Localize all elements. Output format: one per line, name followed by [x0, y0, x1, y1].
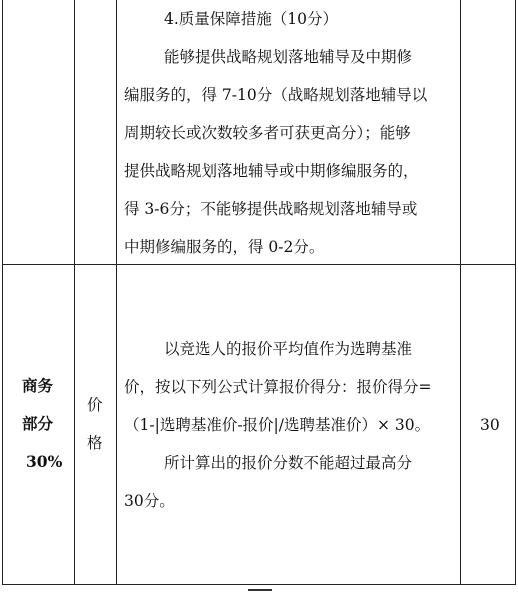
- category-label-line-3: 30%: [26, 452, 63, 471]
- price-line-4: 所计算出的报价分数不能超过最高分: [164, 454, 413, 472]
- quality-line-3: 周期较长或次数较多者可获更高分）；能够: [124, 124, 411, 142]
- table-divider-1: [74, 0, 75, 585]
- quality-line-5: 得 3-6分；不能够提供战略规划落地辅导或: [124, 200, 418, 218]
- price-line-2: 价，按以下列公式计算报价得分：报价得分=: [124, 378, 432, 396]
- quality-line-1: 能够提供战略规划落地辅导及中期修: [164, 48, 413, 66]
- table-border-bottom: [2, 584, 516, 585]
- price-max-score: 30: [480, 416, 500, 434]
- price-line-3: （1-|选聘基准价-报价|/选聘基准价）× 30。: [124, 416, 431, 434]
- quality-assurance-heading: 4.质量保障措施（10分）: [164, 10, 339, 28]
- quality-line-6: 中期修编服务的，得 0-2分。: [124, 238, 325, 256]
- table-border-left: [2, 0, 3, 585]
- table-divider-3: [460, 0, 461, 585]
- item-label-line-1: 价: [87, 396, 103, 414]
- quality-line-2: 编服务的，得 7-10分（战略规划落地辅导以: [124, 86, 428, 104]
- price-line-5: 30分。: [124, 492, 175, 510]
- table-divider-2: [116, 0, 117, 585]
- table-border-right: [515, 0, 516, 585]
- page-footer-mark: [248, 589, 272, 591]
- category-label-line-1: 商务: [22, 376, 54, 395]
- quality-line-4: 提供战略规划落地辅导或中期修编服务的，: [124, 162, 419, 180]
- item-label-line-2: 格: [87, 434, 103, 452]
- category-label-line-2: 部分: [22, 414, 54, 433]
- price-line-1: 以竞选人的报价平均值作为选聘基准: [164, 340, 413, 358]
